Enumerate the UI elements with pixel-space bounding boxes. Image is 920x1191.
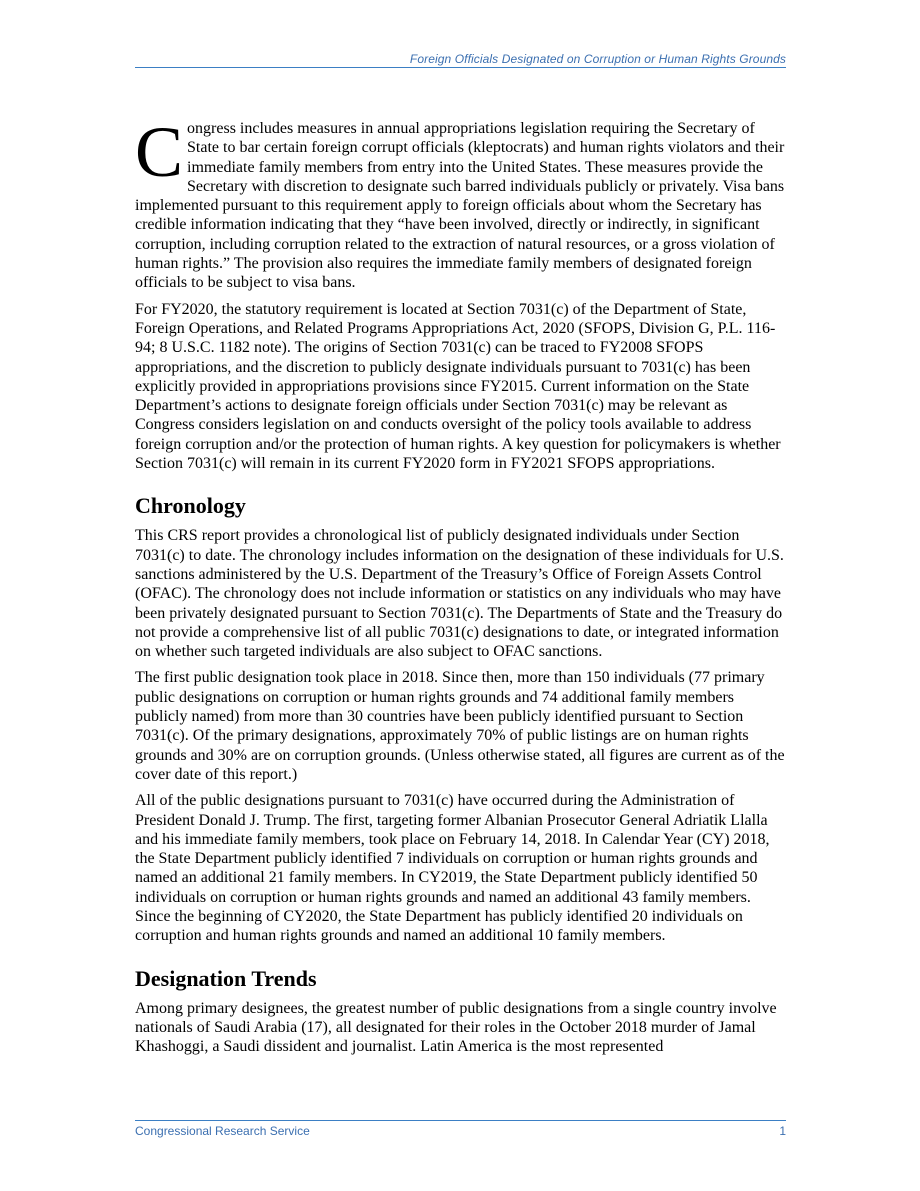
page-footer [135, 1120, 786, 1138]
chronology-paragraph-1: This CRS report provides a chronological list of publicly designated individuals under Section 7031(c) to date. The chronology includes information on the designation of these individuals for U.S. sanctions administered by the U.S. Department of the Treasury’s Office of Foreign Assets Control (OFAC). The chronology does not include information or statistics on any individuals who may have been privately designated pursuant to Section 7031(c). The Departments of State and the Treasury do not provide a comprehensive list of all public 7031(c) designations to date, or integrated information on whether such targeted individuals are also subject to OFAC sanctions. [135, 527, 784, 661]
chronology-paragraph-2: The first public designation took place in 2018. Since then, more than 150 individuals (77 primary public designations on corruption or human rights grounds and 74 additional family members publicly named) from more than 30 countries have been publicly identified pursuant to Section 7031(c). Of the primary designations, approximately 70% of public listings are on human rights grounds and 30% are on corruption grounds. (Unless otherwise stated, all figures are current as of the cover date of this report.) [135, 669, 785, 783]
footer-org: Congressional Research Service [135, 1124, 310, 1138]
body-content [135, 112, 786, 1063]
drop-cap: C [135, 112, 184, 192]
chronology-heading: Chronology [135, 493, 246, 519]
chronology-paragraph-3: All of the public designations pursuant to 7031(c) have occurred during the Administration of President Donald J. Trump. The first, targeting former Albanian Prosecutor General Adriatik Llalla and his immediate family members, took place on February 14, 2018. In Calendar Year (CY) 2018, the State Department publicly identified 7 individuals on corruption or human rights grounds and named an additional 21 family members. In CY2019, the State Department publicly identified 50 individuals on corruption or human rights grounds and named an additional 43 family members. Since the beginning of CY2020, the State Department has publicly identified 20 individuals on corruption and human rights grounds and named an additional 10 family members. [135, 792, 770, 945]
page-number: 1 [779, 1124, 786, 1138]
intro-paragraph-2: For FY2020, the statutory requirement is located at Section 7031(c) of the Department of State, Foreign Operations, and Related Programs Appropriations Act, 2020 (SFOPS, Division G, P.L. 116-94; 8 U.S.C. 1182 note). The origins of Section 7031(c) can be traced to FY2008 SFOPS appropriations, and the discretion to publicly designate individuals pursuant to 7031(c) has been explicitly provided in appropriations provisions since FY2015. Current information on the State Department’s actions to designate foreign officials under Section 7031(c) may be relevant as Congress considers legislation on and conducts oversight of the policy tools available to address foreign corruption and/or the protection of human rights. A key question for policymakers is whether Section 7031(c) will remain in its current FY2020 form in FY2021 SFOPS appropriations. [135, 300, 781, 473]
designation-trends-paragraph-1: Among primary designees, the greatest number of public designations from a single country involve nationals of Saudi Arabia (17), all designated for their roles in the October 2018 murder of Jamal Khashoggi, a Saudi dissident and journalist. Latin America is the most represented [135, 999, 777, 1056]
designation-trends-heading: Designation Trends [135, 965, 317, 991]
running-title: Foreign Officials Designated on Corruption or Human Rights Grounds [409, 52, 786, 66]
intro-paragraph-1-text: ongress includes measures in annual appropriations legislation requiring the Secretary of State to bar certain foreign corrupt officials (kleptocrats) and human rights violators and their immediate family members from entry into the United States. These measures provide the Secretary with discretion to designate such barred individuals publicly or privately. Visa bans implemented pursuant to this requirement apply to foreign officials about whom the Secretary has credible information indicating that they “have been involved, directly or indirectly, in significant corruption, including corruption related to the extraction of natural resources, or a gross violation of human rights.” The provision also requires the immediate family members of designated foreign officials to be subject to visa bans. [135, 120, 785, 292]
running-header [135, 52, 786, 68]
intro-paragraph-1 [135, 112, 786, 293]
